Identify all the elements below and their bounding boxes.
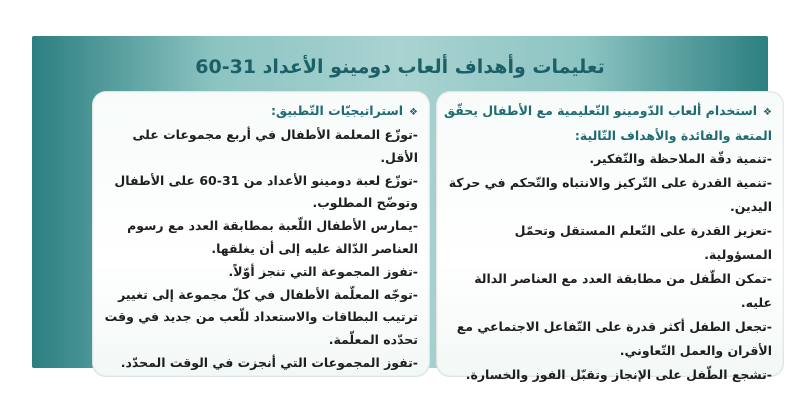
list-item: -تشجع الطّفل على الإنجاز وتقبّل الفوز والخسارة. <box>465 367 772 382</box>
list-item: -تفوز المجموعة التي تنجز أوّلاً. <box>228 263 418 279</box>
strategies-heading-text: استراتيجيّات التّطبيق: <box>271 103 404 118</box>
strategies-heading <box>102 99 418 124</box>
page-title: تعليمات وأهداف ألعاب دومينو الأعداد 31-60 <box>195 56 605 78</box>
objectives-heading <box>443 99 772 124</box>
objectives-heading-text: استخدام ألعاب الدّومينو التّعليمية مع الأطفال يحقّق <box>443 103 758 118</box>
objectives-subheading: المتعة والفائدة والأهداف التّالية: <box>574 128 772 143</box>
list-item: -توزّع المعلمة الأطفال في أربع مجموعات على الأقل. <box>132 127 418 165</box>
list-item: -تنمية القدرة على التّركيز والانتباه والتّحكم في حركة اليدين. <box>448 175 772 214</box>
list-item: -تمكن الطّفل من مطابقة العدد مع العناصر الدالة عليه. <box>474 271 772 310</box>
diamond-icon: ❖ <box>409 107 418 118</box>
strategies-list <box>102 124 418 375</box>
instruction-card <box>32 36 772 382</box>
list-item: -تفوز المجموعات التي أنجزت في الوقت المحدّد. <box>120 354 418 370</box>
list-item: -تجعل الطفل أكثر قدرة على التّفاعل الاجتماعي مع الأقران والعمل التّعاوني. <box>456 319 772 358</box>
list-item: -توزّع لعبة دومينو الأعداد من 31-60 على الأطفال وتوضّح المطلوب. <box>114 172 418 211</box>
list-item: -يمارس الأطفال اللّعبة بمطابقة العدد مع رسوم العناصر الدّالة عليه إلى أن يغلقها. <box>127 218 418 256</box>
list-item: -توجّه المعلّمة الأطفال في كلّ مجموعة إلى تغيير ترتيب البطاقات والاستعداد للّعب من جديد في وقت تحدّده المعلّمة. <box>104 286 418 348</box>
diamond-icon: ❖ <box>763 107 772 118</box>
objectives-list <box>446 147 772 387</box>
list-item: -تنمية دقّة الملاحظة والتّفكير. <box>589 151 772 166</box>
strategies-panel <box>92 91 430 377</box>
list-item: -تعزيز القدرة على التّعلم المستقل وتحمّل المسؤولية. <box>514 223 772 262</box>
objectives-panel <box>436 91 784 382</box>
